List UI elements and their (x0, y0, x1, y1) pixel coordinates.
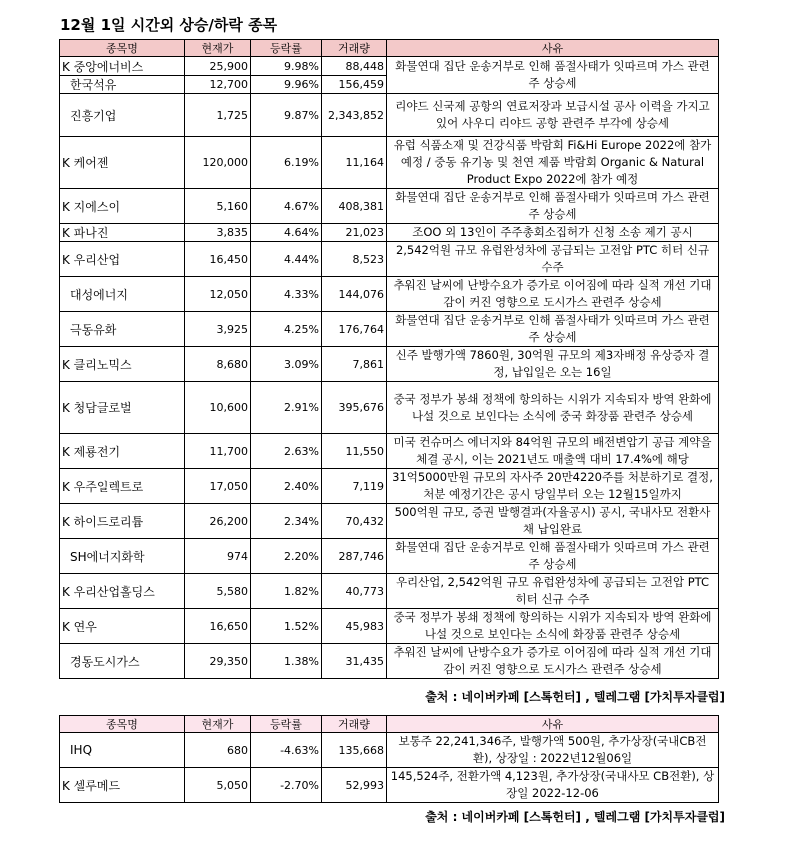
change-rate: 4.25% (251, 312, 322, 347)
table-row (60, 382, 719, 434)
reason-text: 145,524주, 전환가액 4,123원, 추가상장(국내사모 CB전환), 상장일 2022-12-06 (387, 768, 719, 803)
stock-name: 대성에너지 (60, 277, 185, 312)
current-price: 25,900 (185, 57, 251, 76)
change-rate: 1.38% (251, 644, 322, 679)
current-price: 3,835 (185, 224, 251, 242)
reason-text: 화물연대 집단 운송거부로 인해 품절사태가 잇따르며 가스 관련주 상승세 (387, 539, 719, 574)
table-row (60, 189, 719, 224)
reason-text: 화물연대 집단 운송거부로 인해 품절사태가 잇따르며 가스 관련주 상승세 (387, 312, 719, 347)
trade-volume: 395,676 (322, 382, 387, 434)
stock-name: K 지에스이 (60, 189, 185, 224)
stock-name: K 우리산업홀딩스 (60, 574, 185, 609)
trade-volume: 21,023 (322, 224, 387, 242)
reason-text: 유럽 식품소재 및 건강식품 박람회 Fi&Hi Europe 2022에 참가 예정 / 중동 유기농 및 천연 제품 박람회 Organic & Natural Product Expo 2022에 참가 예정 (387, 137, 719, 189)
trade-volume: 70,432 (322, 504, 387, 539)
rise-table (59, 39, 719, 679)
stock-name: 한국석유 (60, 76, 185, 94)
table-row (60, 733, 719, 768)
stock-name: K 하이드로리튬 (60, 504, 185, 539)
change-rate: 9.96% (251, 76, 322, 94)
trade-volume: 88,448 (322, 57, 387, 76)
trade-volume: 7,119 (322, 469, 387, 504)
trade-volume: 11,550 (322, 434, 387, 469)
current-price: 16,450 (185, 242, 251, 277)
table-row (60, 644, 719, 679)
current-price: 5,580 (185, 574, 251, 609)
current-price: 1,725 (185, 94, 251, 137)
header-volume: 거래량 (322, 716, 387, 733)
table-row (60, 609, 719, 644)
reason-text: 리야드 신국제 공항의 연료저장과 보급시설 공사 이력을 가지고 있어 사우디 리야드 공항 관련주 부각에 상승세 (387, 94, 719, 137)
change-rate: 4.67% (251, 189, 322, 224)
change-rate: 4.44% (251, 242, 322, 277)
change-rate: 2.91% (251, 382, 322, 434)
change-rate: 3.09% (251, 347, 322, 382)
reason-text: 보통주 22,241,346주, 발행가액 500원, 추가상장(국내CB전환), 상장일 : 2022년12월06일 (387, 733, 719, 768)
reason-text: 화물연대 집단 운송거부로 인해 품절사태가 잇따르며 가스 관련주 상승세 (387, 189, 719, 224)
reason-text: 2,542억원 규모 유럽완성차에 공급되는 고전압 PTC 히터 신규 수주 (387, 242, 719, 277)
reason-text: 우리산업, 2,542억원 규모 유럽완성차에 공급되는 고전압 PTC 히터 신규 수주 (387, 574, 719, 609)
trade-volume: 408,381 (322, 189, 387, 224)
reason-text: 추워진 날씨에 난방수요가 증가로 이어짐에 따라 실적 개선 기대감이 커진 영향으로 도시가스 관련주 상승세 (387, 277, 719, 312)
header-change: 등락률 (251, 716, 322, 733)
change-rate: 2.34% (251, 504, 322, 539)
table-row (60, 57, 719, 76)
header-price: 현재가 (185, 40, 251, 57)
stock-name: K 중앙에너비스 (60, 57, 185, 76)
stock-name: K 파나진 (60, 224, 185, 242)
change-rate: 4.64% (251, 224, 322, 242)
change-rate: 2.63% (251, 434, 322, 469)
stock-name: 진흥기업 (60, 94, 185, 137)
current-price: 680 (185, 733, 251, 768)
change-rate: 1.52% (251, 609, 322, 644)
change-rate: 6.19% (251, 137, 322, 189)
stock-name: K 셀루메드 (60, 768, 185, 803)
stock-name: 경동도시가스 (60, 644, 185, 679)
table-row (60, 574, 719, 609)
trade-volume: 8,523 (322, 242, 387, 277)
table-row (60, 277, 719, 312)
table-row (60, 504, 719, 539)
trade-volume: 144,076 (322, 277, 387, 312)
table-row (60, 312, 719, 347)
table-row (60, 768, 719, 803)
reason-text: 신주 발행가액 7860원, 30억원 규모의 제3자배정 유상증자 결정, 납입일은 오는 16일 (387, 347, 719, 382)
header-change: 등락률 (251, 40, 322, 57)
change-rate: 1.82% (251, 574, 322, 609)
change-rate: 9.87% (251, 94, 322, 137)
fall-table (59, 715, 719, 803)
current-price: 10,600 (185, 382, 251, 434)
rise-table-header (60, 40, 719, 57)
page-title: 12월 1일 시간외 상승/하락 종목 (60, 16, 278, 34)
table-row (60, 469, 719, 504)
stock-name: K 연우 (60, 609, 185, 644)
trade-volume: 156,459 (322, 76, 387, 94)
trade-volume: 31,435 (322, 644, 387, 679)
current-price: 120,000 (185, 137, 251, 189)
source-note: 출처 : 네이버카페 [스톡헌터] , 텔레그램 [가치투자클럽] (425, 690, 725, 704)
reason-text: 500억원 규모, 증권 발행결과(자율공시) 공시, 국내사모 전환사채 납입완료 (387, 504, 719, 539)
stock-name: K 케어젠 (60, 137, 185, 189)
current-price: 16,650 (185, 609, 251, 644)
trade-volume: 11,164 (322, 137, 387, 189)
trade-volume: 40,773 (322, 574, 387, 609)
reason-text: 조OO 외 13인이 주주총회소집허가 신청 소송 제기 공시 (387, 224, 719, 242)
change-rate: -4.63% (251, 733, 322, 768)
stock-name: K 제룡전기 (60, 434, 185, 469)
current-price: 3,925 (185, 312, 251, 347)
current-price: 12,700 (185, 76, 251, 94)
current-price: 12,050 (185, 277, 251, 312)
trade-volume: 135,668 (322, 733, 387, 768)
reason-text: 화물연대 집단 운송거부로 인해 품절사태가 잇따르며 가스 관련주 상승세 (387, 57, 719, 94)
trade-volume: 45,983 (322, 609, 387, 644)
reason-text: 미국 컨슈머스 에너지와 84억원 규모의 배전변압기 공급 계약을 체결 공시, 이는 2021년도 매출액 대비 17.4%에 해당 (387, 434, 719, 469)
source-note: 출처 : 네이버카페 [스톡헌터] , 텔레그램 [가치투자클럽] (425, 810, 725, 824)
trade-volume: 7,861 (322, 347, 387, 382)
header-reason: 사유 (387, 40, 719, 57)
stock-name: K 우주일렉트로 (60, 469, 185, 504)
change-rate: 4.33% (251, 277, 322, 312)
table-row (60, 434, 719, 469)
table-row (60, 347, 719, 382)
current-price: 5,050 (185, 768, 251, 803)
header-reason: 사유 (387, 716, 719, 733)
header-price: 현재가 (185, 716, 251, 733)
stock-name: K 우리산업 (60, 242, 185, 277)
table-row (60, 224, 719, 242)
stock-name: IHQ (60, 733, 185, 768)
header-name: 종목명 (60, 716, 185, 733)
stock-name: K 클리노믹스 (60, 347, 185, 382)
table-row (60, 242, 719, 277)
current-price: 5,160 (185, 189, 251, 224)
stock-name: 극동유화 (60, 312, 185, 347)
reason-text: 31억5000만원 규모의 자사주 20만4220주를 처분하기로 결정, 처분 예정기간은 공시 당일부터 오는 12월15일까지 (387, 469, 719, 504)
table-row (60, 539, 719, 574)
header-volume: 거래량 (322, 40, 387, 57)
reason-text: 추워진 날씨에 난방수요가 증가로 이어짐에 따라 실적 개선 기대감이 커진 영향으로 도시가스 관련주 상승세 (387, 644, 719, 679)
change-rate: -2.70% (251, 768, 322, 803)
header-name: 종목명 (60, 40, 185, 57)
current-price: 974 (185, 539, 251, 574)
trade-volume: 287,746 (322, 539, 387, 574)
current-price: 11,700 (185, 434, 251, 469)
trade-volume: 52,993 (322, 768, 387, 803)
trade-volume: 176,764 (322, 312, 387, 347)
reason-text: 중국 정부가 봉쇄 정책에 항의하는 시위가 지속되자 방역 완화에 나설 것으로 보인다는 소식에 화장품 관련주 상승세 (387, 609, 719, 644)
change-rate: 2.40% (251, 469, 322, 504)
current-price: 29,350 (185, 644, 251, 679)
stock-name: K 청담글로벌 (60, 382, 185, 434)
change-rate: 9.98% (251, 57, 322, 76)
fall-table-header (60, 716, 719, 733)
stock-name: SH에너지화학 (60, 539, 185, 574)
table-row (60, 94, 719, 137)
change-rate: 2.20% (251, 539, 322, 574)
trade-volume: 2,343,852 (322, 94, 387, 137)
table-row (60, 137, 719, 189)
reason-text: 중국 정부가 봉쇄 정책에 항의하는 시위가 지속되자 방역 완화에 나설 것으로 보인다는 소식에 중국 화장품 관련주 상승세 (387, 382, 719, 434)
current-price: 17,050 (185, 469, 251, 504)
current-price: 8,680 (185, 347, 251, 382)
current-price: 26,200 (185, 504, 251, 539)
